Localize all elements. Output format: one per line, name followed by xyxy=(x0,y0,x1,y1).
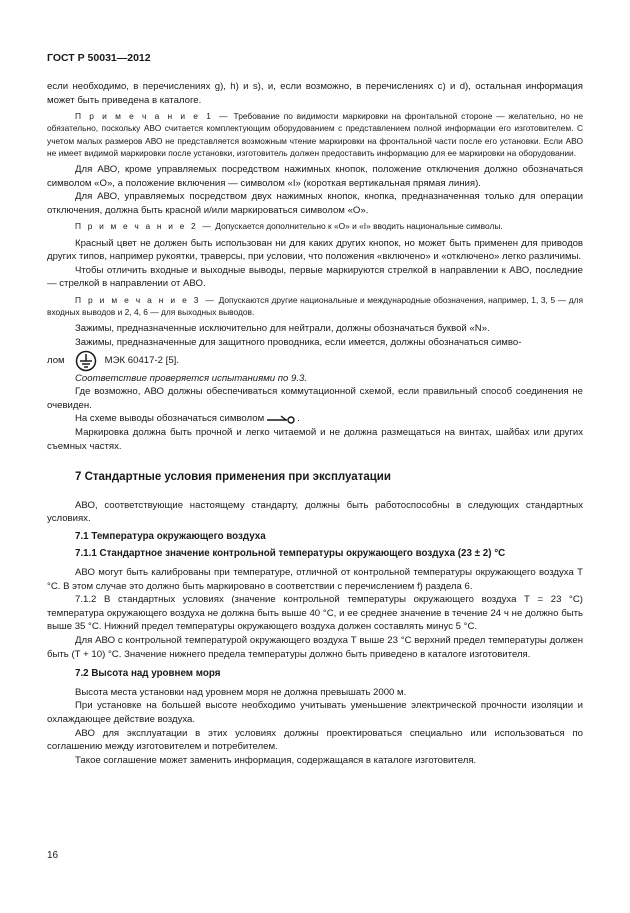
subsection-7-1-title: 7.1 Температура окружающего воздуха xyxy=(75,530,266,542)
note-3 xyxy=(47,294,583,318)
paragraph-altitude-limit: Высота места установки над уровнем моря не должна превышать 2000 м. xyxy=(75,686,407,698)
paragraph-protective-conductor: Зажимы, предназначенные для защитного проводника, если имеется, должны обозначаться симво- xyxy=(75,336,522,348)
note-1 xyxy=(47,110,583,159)
paragraph-terminal-arrows: Чтобы отличить входные и выходные выводы, первые маркируются стрелкой в направлении к АВО, последние — стрелкой в направлении от АВО. xyxy=(47,264,583,290)
note-2-text: Допускается дополнительно к «О» и «I» вводить национальные символы. xyxy=(212,221,503,232)
paragraph-special-design: АВО для эксплуатации в этих условиях должны проектироваться специально или использоваться по соглашению между изготовителем и потребителем. xyxy=(47,727,583,753)
note-3-label: П р и м е ч а н и е 3 — xyxy=(75,294,216,305)
paragraph-marking-durability: Маркировка должна быть прочной и легко читаемой и не должна размещаться на винтах, шайбах или других съемных частях. xyxy=(47,426,583,452)
note-1-text: Требование по видимости маркировки на фронтальной стороне — желательно, но не обязательно, поскольку АВО считается комплектующим оборудованием с представлением полной информации его изготовителем. С учетом малых размеров АВО не представляется возможным чтение маркировки на фронтальной части после его установки. Если АВО не имеет видимой маркировки после установки, изготовитель должен предоставить информацию для ее маркировки на оборудовании. xyxy=(47,111,584,158)
breaker-terminal-icon xyxy=(267,414,297,424)
diagram-symbol-text: На схеме выводы обозначаться символом xyxy=(75,413,265,425)
page-number: 16 xyxy=(47,850,59,861)
iec-reference: МЭК 60417-2 [5]. xyxy=(104,354,179,366)
section-7-intro: АВО, соответствующие настоящему стандарту, должны быть работоспособны в следующих стандартных условиях. xyxy=(47,499,583,525)
paragraph-diagram-symbol: На схеме выводы обозначаться символом . xyxy=(75,413,300,425)
paragraph-red-color: Красный цвет не должен быть использован ни для каких других кнопок, но может быть применен для приводов других типов, например рукоятки, траверсы, при условии, что положения «включено» и «отключено» легко различимы. xyxy=(47,237,583,263)
paragraph-wiring-diagram: Где возможно, АВО должны обеспечиваться коммутационной схемой, если правильный способ соединения не очевиден. xyxy=(47,386,583,411)
paragraph-calibration: АВО могут быть калиброваны при температуре, отличной от контрольной температуры окружающего воздуха Т °С. В этом случае это должно быть маркировано в соответствии с перечислением f) раздела 6. xyxy=(47,567,583,592)
compliance-check-text: Соответствие проверяется испытаниями по 9.3. xyxy=(75,372,308,384)
protective-earth-icon xyxy=(75,350,97,372)
subsection-7-2-title: 7.2 Высота над уровнем моря xyxy=(75,668,221,680)
note-2-label: П р и м е ч а н и е 2 — xyxy=(75,221,213,232)
section-7-title: 7 Стандартные условия применения при эксплуатации xyxy=(75,471,391,484)
document-body xyxy=(47,80,583,767)
paragraph-two-buttons: Для АВО, управляемых посредством двух нажимных кнопок, кнопка, предназначенная только для операции отключения, должна быть красной и/или маркироваться символом «О». xyxy=(47,191,583,216)
paragraph-7-1-2: 7.1.2 В стандартных условиях (значение контрольной температуры окружающего воздуха Т = 23 °С) температура окружающего воздуха не должна быть выше 40 °С, и ее среднее значение в течение 24 ч не должно быть выше 35 °С. Нижний предел температуры окружающего воздуха должен составлять минус 5 °С. xyxy=(47,594,583,633)
ground-symbol-row xyxy=(47,350,583,372)
subsection-7-1-1-title: 7.1.1 Стандартное значение контрольной температуры окружающего воздуха (23 ± 2) °С xyxy=(75,548,506,560)
ground-label-lom: лом xyxy=(47,354,65,366)
paragraph-altitude-higher: При установке на большей высоте необходимо учитывать уменьшение электрической прочности изоляции и охлаждающее действие воздуха. xyxy=(47,700,583,726)
document-header: ГОСТ Р 50031—2012 xyxy=(47,52,151,64)
paragraph-off-position-symbol: Для АВО, кроме управляемых посредством нажимных кнопок, положение отключения должно обозначаться символом «О», а положение включения — символом «I» (короткая вертикальная прямая линия). xyxy=(47,164,583,189)
note-2 xyxy=(47,220,583,232)
paragraph-marking-list: если необходимо, в перечислениях g), h) и s), и, если возможно, в перечислениях с) и d), остальная информация может быть приведена в каталоге. xyxy=(47,81,583,106)
note-3-text: Допускаются другие национальные и международные обозначения, например, 1, 3, 5 — для входных выводов и 2, 4, 6 — для выходных выводов. xyxy=(47,294,584,318)
note-1-label: П р и м е ч а н и е 1 — xyxy=(75,111,230,122)
paragraph-neutral-terminals: Зажимы, предназначенные исключительно для нейтрали, должны обозначаться буквой «N». xyxy=(75,323,490,335)
paragraph-upper-limit: Для АВО с контрольной температурой окружающего воздуха Т выше 23 °С верхний предел температуры должен быть (Т + 10) °С. Значение нижнего предела температуры должно быть приведено в каталоге изготовителя. xyxy=(47,635,583,660)
paragraph-catalog-info: Такое соглашение может заменить информация, содержащаяся в каталоге изготовителя. xyxy=(75,754,477,766)
